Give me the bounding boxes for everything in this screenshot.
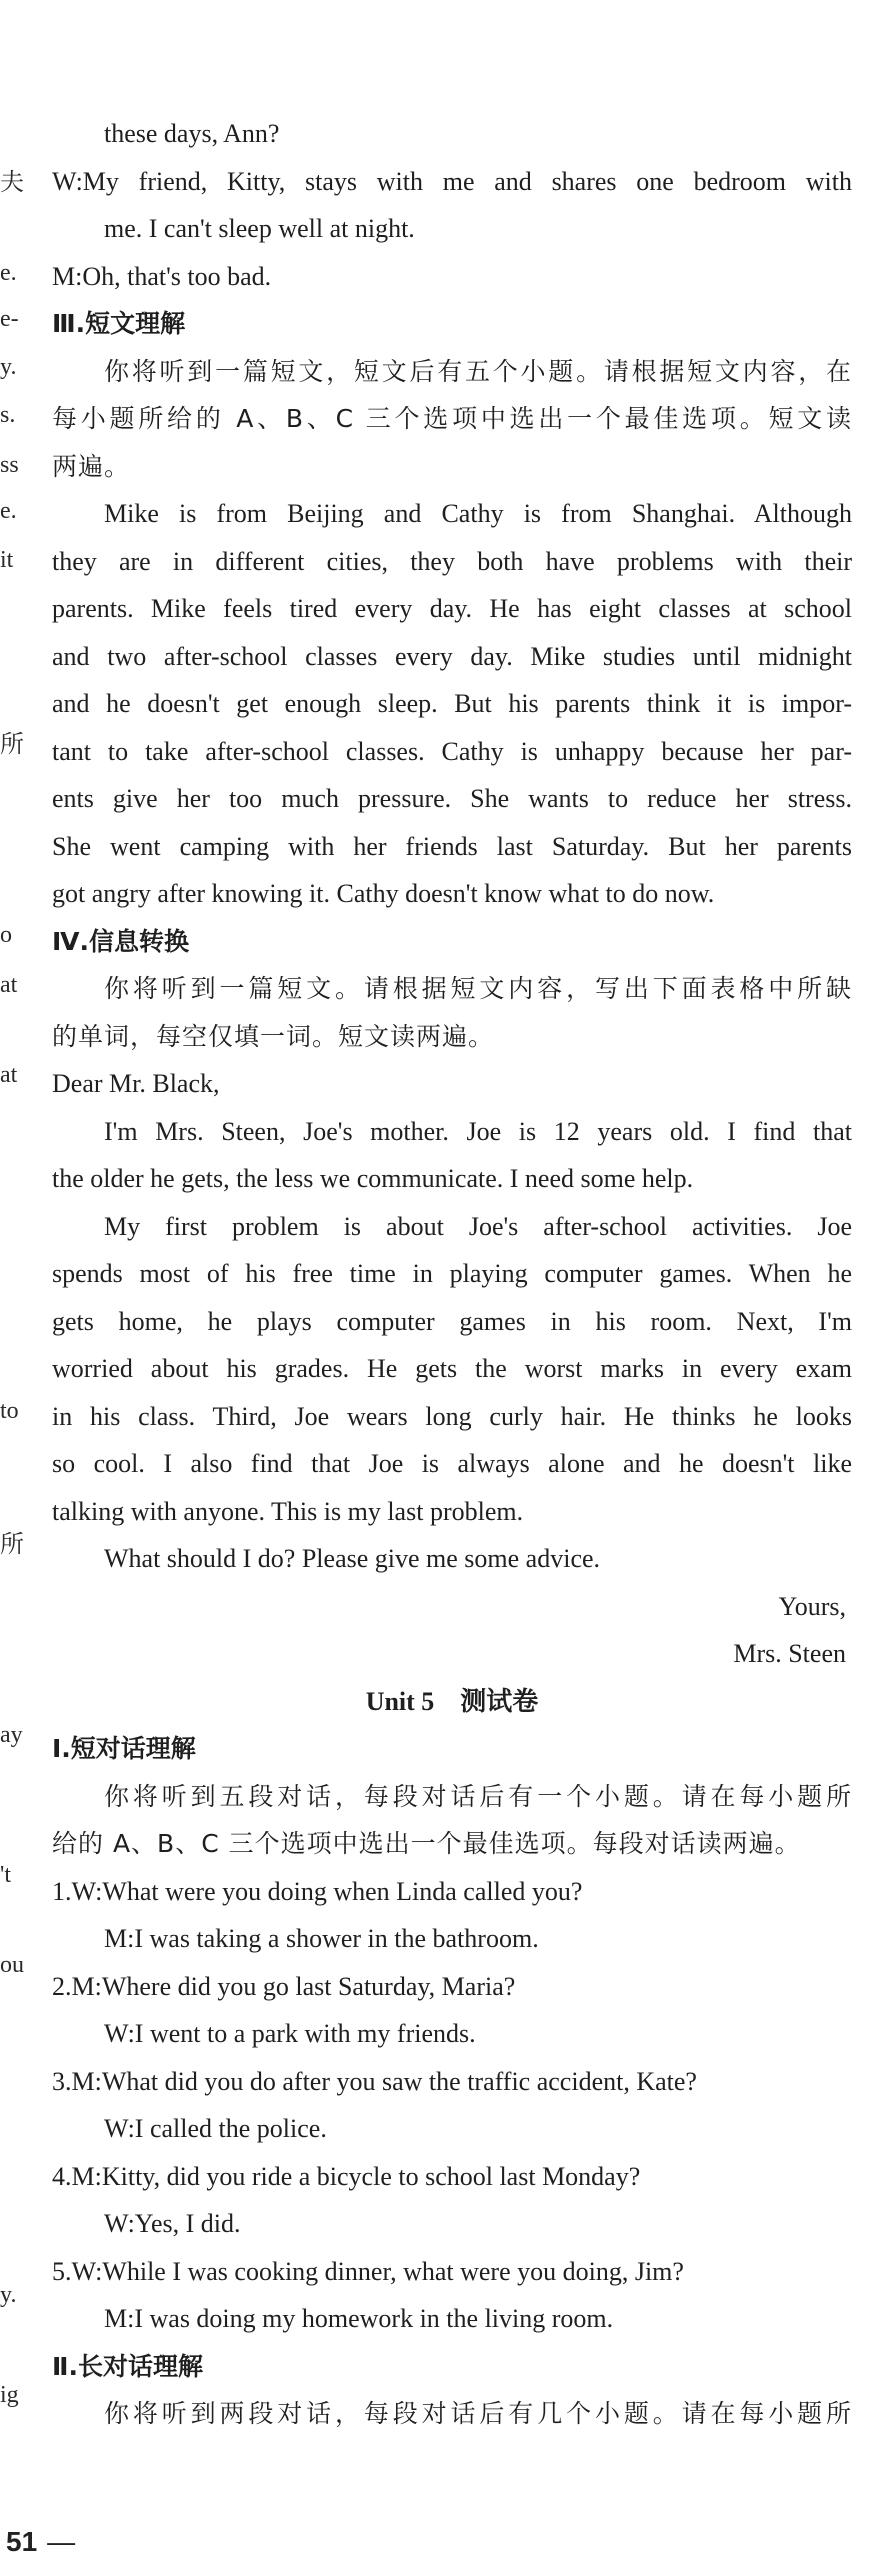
- text-line: gets home, he plays computer games in his room. Next, I'm: [52, 1306, 852, 1336]
- document-body: [52, 110, 852, 2438]
- text-line: What should I do? Please give me some advice.: [104, 1544, 601, 1573]
- text-line: ents give her too much pressure. She wants to reduce her stress.: [52, 784, 852, 813]
- footer-dash: —: [47, 2526, 76, 2557]
- text-line: tant to take after-school classes. Cathy is unhappy because her par-: [52, 736, 852, 766]
- text-line: I'm Mrs. Steen, Joe's mother. Joe is 12 years old. I find that: [104, 1116, 852, 1146]
- text-line: W:I went to a park with my friends.: [104, 2019, 476, 2048]
- text-line: Unit 5 测试卷: [365, 1686, 539, 1716]
- text-line: 的单词，每空仅填一词。短文读两遍。: [52, 1021, 495, 1051]
- edge-fragment: 所: [0, 1532, 24, 1558]
- edge-fragment: s.: [0, 402, 16, 428]
- edge-fragment: y.: [0, 2282, 17, 2308]
- text-line: Dear Mr. Black,: [52, 1069, 220, 1098]
- text-line: M:I was doing my homework in the living room.: [104, 2304, 614, 2333]
- text-line: 每小题所给的 A、B、C 三个选项中选出一个最佳选项。短文读: [52, 404, 852, 433]
- text-line: spends most of his free time in playing computer games. When he: [52, 1259, 852, 1288]
- text-line: so cool. I also find that Joe is always alone and he doesn't like: [52, 1449, 852, 1478]
- edge-fragment: at: [0, 1062, 18, 1088]
- text-line: M:Oh, that's too bad.: [52, 261, 272, 291]
- text-line: 5.W:While I was cooking dinner, what were you doing, Jim?: [52, 2256, 684, 2286]
- edge-fragment: ou: [0, 1952, 24, 1978]
- text-line: Ⅲ.短文理解: [52, 309, 186, 338]
- text-line: talking with anyone. This is my last problem.: [52, 1496, 524, 1526]
- text-line: 你将听到一篇短文。请根据短文内容，写出下面表格中所缺: [104, 974, 852, 1003]
- text-line: Ⅳ.信息转换: [52, 926, 189, 956]
- text-line: Mike is from Beijing and Cathy is from Shanghai. Although: [104, 499, 852, 528]
- text-line: in his class. Third, Joe wears long curly hair. He thinks he looks: [52, 1401, 852, 1431]
- text-line: 给的 A、B、C 三个选项中选出一个最佳选项。每段对话读两遍。: [52, 1829, 801, 1858]
- text-line: 两遍。: [52, 451, 131, 481]
- text-line: W:My friend, Kitty, stays with me and shares one bedroom with: [52, 166, 852, 196]
- text-line: M:I was taking a shower in the bathroom.: [104, 1924, 539, 1953]
- text-line: W:Yes, I did.: [104, 2209, 241, 2238]
- text-line: 你将听到一篇短文，短文后有五个小题。请根据短文内容，在: [104, 356, 852, 386]
- text-line: W:I called the police.: [104, 2114, 327, 2143]
- edge-fragment: ay: [0, 1722, 23, 1748]
- text-line: and two after-school classes every day. Mike studies until midnight: [52, 641, 852, 671]
- text-line: they are in different cities, they both have problems with their: [52, 546, 852, 576]
- text-line: 你将听到两段对话，每段对话后有几个小题。请在每小题所: [104, 2399, 852, 2428]
- text-line: 4.M:Kitty, did you ride a bicycle to school last Monday?: [52, 2161, 641, 2191]
- text-line: 2.M:Where did you go last Saturday, Maria?: [52, 1971, 516, 2001]
- edge-fragment: it: [0, 547, 14, 573]
- text-line: My first problem is about Joe's after-school activities. Joe: [104, 1211, 852, 1241]
- edge-fragment: y.: [0, 354, 17, 380]
- left-margin-fragments: [0, 0, 26, 2563]
- text-line: 1.W:What were you doing when Linda called you?: [52, 1876, 583, 1906]
- text-line: 你将听到五段对话，每段对话后有一个小题。请在每小题所: [104, 1781, 852, 1811]
- text-line: Mrs. Steen: [733, 1639, 846, 1668]
- text-line: parents. Mike feels tired every day. He has eight classes at school: [52, 594, 852, 623]
- edge-fragment: ig: [0, 2382, 19, 2408]
- text-line: Ⅱ.长对话理解: [52, 2351, 203, 2381]
- page-footer: [6, 2526, 75, 2558]
- text-line: She went camping with her friends last Saturday. But her parents: [52, 831, 852, 861]
- edge-fragment: ss: [0, 452, 19, 478]
- text-line: me. I can't sleep well at night.: [104, 214, 415, 243]
- text-line: the older he gets, the less we communicate. I need some help.: [52, 1164, 694, 1193]
- text-line: Ⅰ.短对话理解: [52, 1734, 196, 1763]
- page-number: 51: [6, 2526, 38, 2557]
- edge-fragment: 所: [0, 732, 24, 758]
- text-line: 3.M:What did you do after you saw the traffic accident, Kate?: [52, 2066, 697, 2096]
- edge-fragment: to: [0, 1398, 19, 1424]
- edge-fragment: at: [0, 972, 18, 998]
- edge-fragment: 't: [0, 1862, 11, 1888]
- text-line: got angry after knowing it. Cathy doesn't know what to do now.: [52, 879, 715, 908]
- text-line: these days, Ann?: [104, 119, 280, 148]
- edge-fragment: e.: [0, 260, 17, 286]
- text-line: worried about his grades. He gets the worst marks in every exam: [52, 1354, 852, 1383]
- edge-fragment: 夫: [0, 170, 24, 196]
- text-line: Yours,: [778, 1591, 846, 1621]
- edge-fragment: e-: [0, 306, 19, 332]
- text-line: and he doesn't get enough sleep. But his parents think it is impor-: [52, 689, 852, 718]
- edge-fragment: e.: [0, 498, 17, 524]
- edge-fragment: o: [0, 922, 12, 948]
